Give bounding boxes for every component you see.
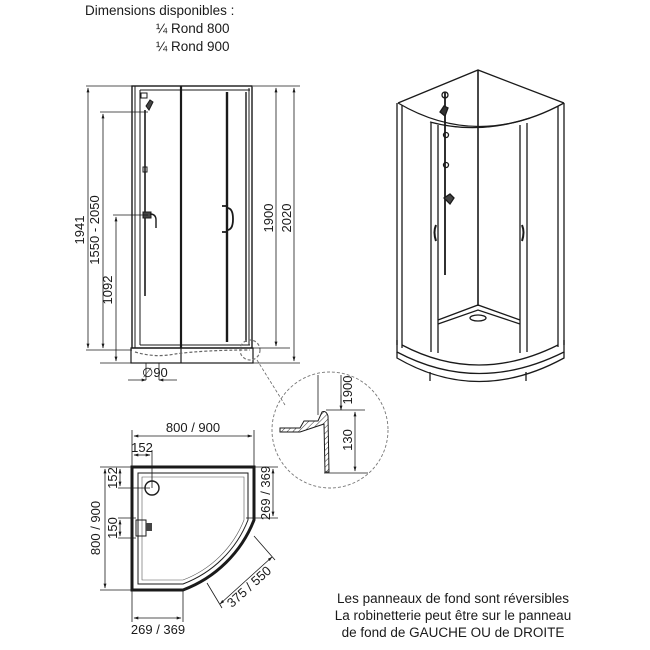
available-dimensions-title: Dimensions disponibles : (85, 3, 235, 18)
dim-total-height: 1941 (72, 215, 87, 245)
size-option-800: ¼ Rond 800 (156, 21, 230, 36)
front-view (72, 86, 300, 380)
detail-dim-door-height: 1900 (340, 375, 355, 405)
top-dim-drain-offset-x: 152 (131, 440, 153, 455)
shower-column-icon (141, 93, 156, 296)
handle-left-icon (435, 225, 437, 241)
installation-notes (318, 590, 588, 641)
top-dim-side-right: 269 / 369 (258, 465, 273, 521)
note-line-2: La robinetterie peut être sur le panneau (334, 608, 572, 623)
door-handle-icon (222, 206, 233, 232)
note-line-1: Les panneaux de fond sont réversibles (337, 591, 569, 606)
top-dim-depth: 800 / 900 (88, 500, 103, 556)
front-shower-tray (131, 340, 260, 363)
detail-leader-line (257, 360, 285, 405)
dim-overall-height: 2020 (279, 203, 294, 233)
top-dim-side-bottom: 269 / 369 (130, 622, 186, 637)
top-dim-drain-offset-y: 152 (105, 467, 120, 489)
handle-right-icon (522, 225, 524, 241)
note-line-3: de fond de GAUCHE OU de DROITE (341, 625, 565, 640)
top-view (88, 420, 278, 637)
dim-mixer-height: 1092 (100, 275, 115, 305)
dim-shower-bar-range: 1550 - 2050 (87, 195, 102, 265)
dim-drain-diameter: ∅90 (142, 365, 168, 380)
top-dim-door-opening: 375 / 550 (223, 562, 275, 611)
top-dim-width: 800 / 900 (165, 420, 221, 435)
dim-door-height: 1900 (261, 203, 276, 233)
perspective-view (397, 70, 564, 382)
size-option-900: ¼ Rond 900 (156, 39, 230, 54)
tray-profile-detail (272, 372, 388, 488)
detail-dim-tray-height: 130 (340, 429, 355, 451)
top-dim-mixer-width: 150 (105, 517, 120, 539)
